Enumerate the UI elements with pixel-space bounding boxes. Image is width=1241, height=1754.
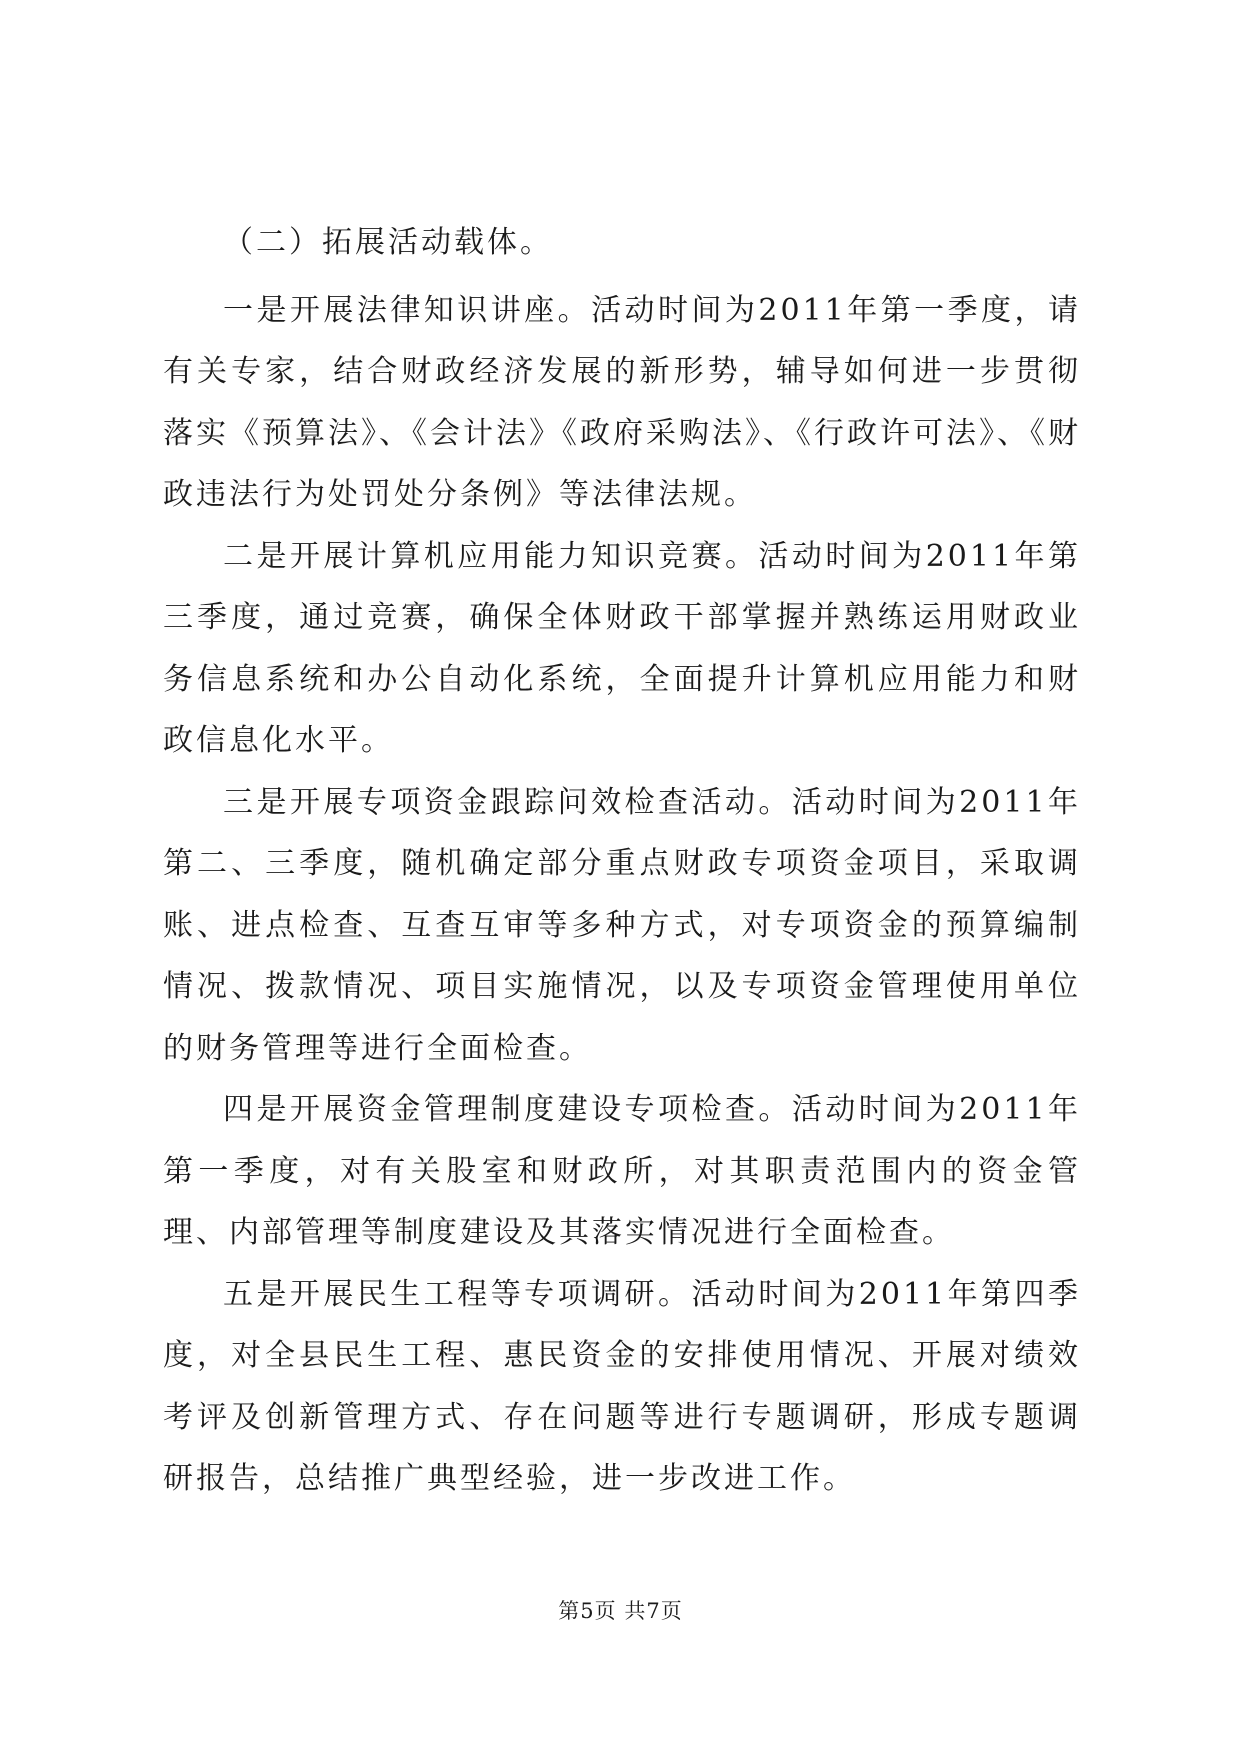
paragraph-3: 三是开展专项资金跟踪问效检查活动。活动时间为2011年第二、三季度，随机确定部分重点财政专项资金项目，采取调账、进点检查、互查互审等多种方式，对专项资金的预算编制情况、拨款情况、项目实施情况，以及专项资金管理使用单位的财务管理等进行全面检查。: [163, 784, 1081, 1066]
paragraph-2: 二是开展计算机应用能力知识竞赛。活动时间为2011年第三季度，通过竞赛，确保全体财政干部掌握并熟练运用财政业务信息系统和办公自动化系统，全面提升计算机应用能力和财政信息化水平。: [163, 538, 1081, 758]
section-heading: （二）拓展活动载体。: [223, 225, 553, 260]
paragraph-1: 一是开展法律知识讲座。活动时间为2011年第一季度，请有关专家，结合财政经济发展的新形势，辅导如何进一步贯彻落实《预算法》、《会计法》《政府采购法》、《行政许可法》、《财政违法行为处罚处分条例》等法律法规。: [163, 292, 1081, 512]
paragraph-5: 五是开展民生工程等专项调研。活动时间为2011年第四季度，对全县民生工程、惠民资金的安排使用情况、开展对绩效考评及创新管理方式、存在问题等进行专题调研，形成专题调研报告，总结推广典型经验，进一步改进工作。: [163, 1276, 1081, 1496]
document-body: [163, 212, 1081, 1510]
paragraph-4: 四是开展资金管理制度建设专项检查。活动时间为2011年第一季度，对有关股室和财政所，对其职责范围内的资金管理、内部管理等制度建设及其落实情况进行全面检查。: [163, 1092, 1081, 1250]
page-number-footer: 第5页 共7页: [558, 1599, 683, 1623]
